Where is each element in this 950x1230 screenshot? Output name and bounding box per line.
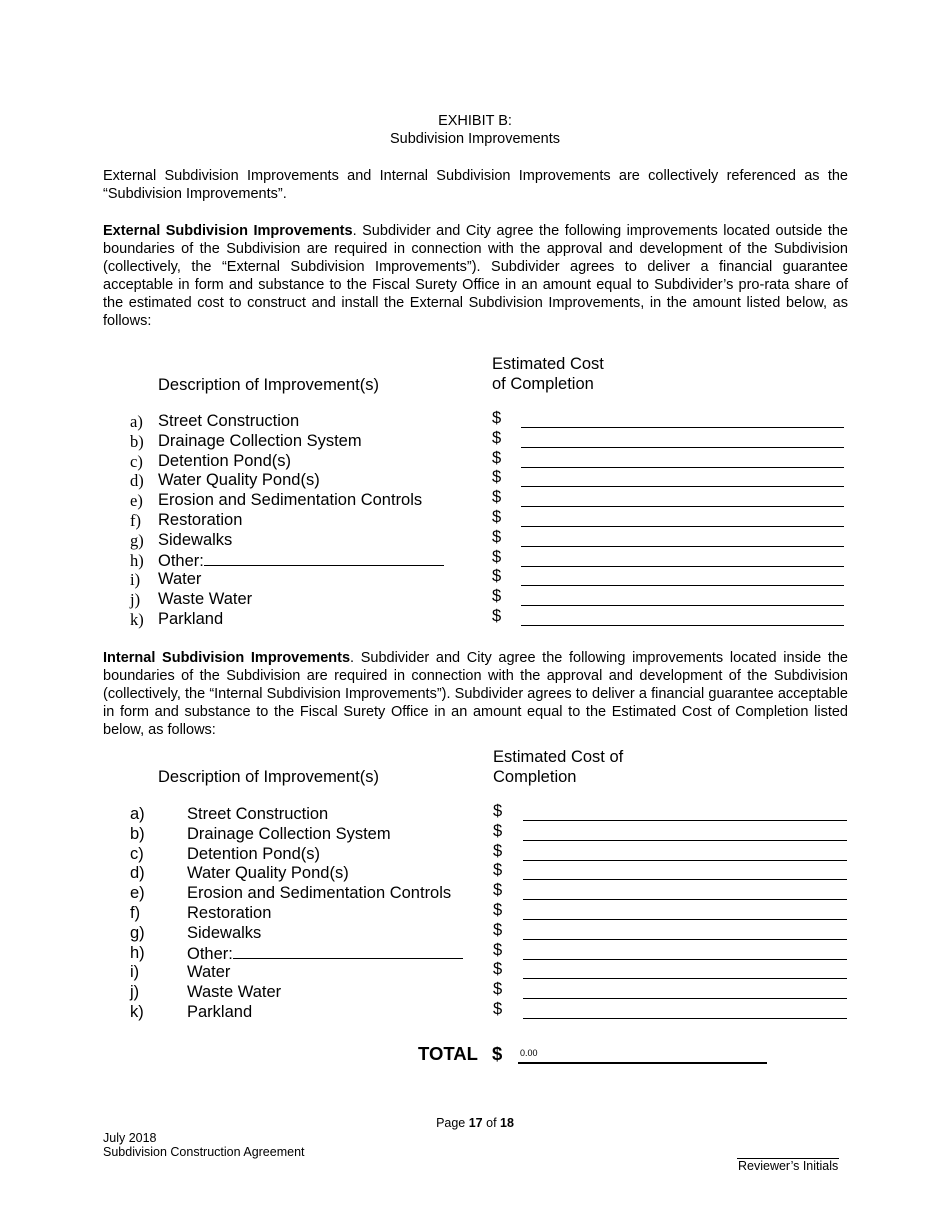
table-row [0,507,950,531]
page-prefix: Page [436,1116,469,1130]
item-letter: a) [130,412,143,431]
item-description [158,511,242,531]
table-row [0,409,950,432]
internal-table [0,802,950,1023]
other-fill-in-line[interactable] [233,944,463,959]
table-row [0,428,950,452]
reviewer-initials-label: Reviewer’s Initials [738,1159,839,1173]
item-letter: g) [130,923,145,942]
table-row [0,488,950,511]
dollar-sign: $ [493,881,503,900]
cost-entry-line[interactable] [523,1018,847,1019]
item-label: Other: [158,551,204,570]
item-label: Detention Pond(s) [187,844,320,863]
cost-entry-line[interactable] [521,566,844,567]
item-letter: i) [130,570,141,590]
item-label: Sidewalks [158,530,233,549]
cost-entry-line[interactable] [521,467,844,468]
dollar-sign: $ [492,468,502,487]
table-row [0,940,950,964]
table-row [0,468,950,491]
item-letter: d) [130,471,144,491]
table-row [0,448,950,472]
item-label: Water [187,963,231,982]
item-label: Drainage Collection System [187,824,391,843]
item-letter: a) [130,805,145,823]
item-label: Street Construction [187,805,329,823]
item-description [187,825,391,845]
item-description [187,944,463,965]
external-desc-header: Description of Improvement(s) [158,376,379,394]
dollar-sign: $ [493,999,503,1018]
item-letter: j) [130,983,140,1002]
item-label: Waste Water [158,590,253,609]
page-of: of [482,1116,501,1130]
cost-entry-line[interactable] [523,959,847,960]
table-row [0,821,950,845]
external-body: . Subdivider and City agree the following improvements located outside the boundaries of the Subdivision are required in connection with the approval and development of the Subdivision (collectively, the “External Subdivision Improvements”). Subdivider agrees to deliver a financial guarantee acceptable in form and substance to the Fiscal Surety Office in an amount equal to Subdivider’s pro-rata share of the estimated cost to construct and install the External Subdivision Improvements, in the amount listed below, as follows: [103,223,848,329]
item-label: Other: [187,944,233,963]
table-row [0,547,950,571]
item-letter: k) [130,609,144,629]
cost-entry-line[interactable] [521,526,844,527]
cost-entry-line[interactable] [521,605,844,606]
item-letter: b) [130,824,145,843]
item-letter: f) [130,510,141,530]
table-row [0,587,950,610]
footer-doc-name: Subdivision Construction Agreement [103,1145,305,1159]
item-description [158,531,232,551]
item-description [158,412,299,432]
internal-desc-header: Description of Improvement(s) [158,768,379,786]
item-label: Water [158,570,202,589]
cost-entry-line[interactable] [521,486,844,487]
cost-entry-line[interactable] [521,447,844,448]
item-letter: i) [130,963,140,982]
item-description [187,924,261,944]
table-row [0,881,950,904]
table-row [0,900,950,924]
cost-entry-line[interactable] [523,998,847,999]
item-letter: f) [130,903,141,922]
table-row [0,567,950,590]
item-label: Water Quality Pond(s) [158,471,320,490]
dollar-sign: $ [493,821,503,840]
dollar-sign: $ [493,802,503,820]
dollar-sign: $ [493,900,503,919]
dollar-sign: $ [492,409,502,427]
external-heading: External Subdivision Improvements [103,223,353,239]
item-description [158,432,362,452]
table-row [0,999,950,1023]
item-label: Sidewalks [187,923,262,942]
item-letter: h) [130,550,144,570]
item-description [158,452,291,472]
internal-heading: Internal Subdivision Improvements [103,650,351,666]
table-row [0,861,950,884]
dollar-sign: $ [493,980,503,999]
cost-entry-line[interactable] [523,919,847,920]
dollar-sign: $ [492,507,502,526]
dollar-sign: $ [492,606,502,625]
internal-cost-header-2: Completion [493,768,577,786]
external-cost-header-2: of Completion [492,375,594,393]
cost-entry-line[interactable] [523,899,847,900]
item-description [158,471,320,491]
item-letter: k) [130,1002,144,1021]
dollar-sign: $ [492,488,502,507]
item-letter: j) [130,590,141,610]
cost-entry-line[interactable] [521,546,844,547]
item-description [158,491,422,511]
item-label: Restoration [158,510,243,529]
cost-entry-line[interactable] [523,879,847,880]
total-underline [518,1062,767,1064]
item-letter: h) [130,943,145,962]
item-label: Waste Water [187,983,282,1002]
item-label: Restoration [187,903,272,922]
dollar-sign: $ [492,547,502,566]
total-dollar: $ [492,1043,503,1064]
item-description [187,1003,252,1023]
exhibit-subtitle: Subdivision Improvements [389,131,561,147]
item-letter: d) [130,864,145,883]
item-label: Parkland [187,1002,253,1021]
cost-entry-line[interactable] [523,840,847,841]
dollar-sign: $ [493,940,503,959]
item-letter: b) [130,431,144,451]
dollar-sign: $ [493,920,503,939]
internal-paragraph [103,649,848,739]
external-cost-header-1: Estimated Cost [492,355,604,373]
item-letter: g) [130,530,144,550]
item-letter: c) [130,451,143,471]
dollar-sign: $ [493,841,503,860]
cost-entry-line[interactable] [521,427,844,428]
item-description [187,864,349,884]
dollar-sign: $ [492,448,502,467]
total-label: TOTAL [418,1043,478,1064]
item-label: Street Construction [158,412,300,430]
item-label: Water Quality Pond(s) [187,864,349,883]
item-description [187,845,320,865]
table-row [0,606,950,630]
item-description [158,551,444,572]
item-description [187,983,281,1003]
other-fill-in-line[interactable] [204,551,444,566]
dollar-sign: $ [492,428,502,447]
cost-entry-line[interactable] [521,625,844,626]
dollar-sign: $ [493,960,503,979]
page-current: 17 [468,1116,483,1130]
cost-entry-line[interactable] [523,820,847,821]
cost-entry-line[interactable] [521,585,844,586]
item-description [158,590,252,610]
item-label: Drainage Collection System [158,431,362,450]
footer-date: July 2018 [103,1131,157,1145]
item-letter: e) [130,491,143,511]
item-description [187,904,271,924]
intro-paragraph: External Subdivision Improvements and Internal Subdivision Improvements are collectively referenced as the “Subdivision Improvements”. [103,168,848,202]
dollar-sign: $ [492,567,502,586]
item-letter: c) [130,844,144,863]
external-table [0,409,950,630]
table-row [0,841,950,865]
table-row [0,960,950,983]
exhibit-title: EXHIBIT B: [438,113,512,129]
internal-body: . Subdivider and City agree the following improvements located inside the boundaries of the Subdivision are required in connection with the approval and development of the Subdivision (collectively, the “Internal Subdivision Improvements”). Subdivider agrees to deliver a financial guarantee acceptable in form and substance to the Fiscal Surety Office in an amount equal to the Estimated Cost of Completion listed below, as follows: [103,650,848,738]
table-row [0,920,950,944]
table-row [0,802,950,825]
item-label: Erosion and Sedimentation Controls [187,884,452,903]
cost-entry-line[interactable] [523,978,847,979]
item-description [187,805,328,825]
cost-entry-line[interactable] [521,506,844,507]
dollar-sign: $ [493,861,503,880]
item-label: Detention Pond(s) [158,451,291,470]
item-description [187,884,451,904]
table-row [0,980,950,1003]
cost-entry-line[interactable] [523,860,847,861]
item-description [158,610,223,630]
cost-entry-line[interactable] [523,939,847,940]
internal-cost-header-1: Estimated Cost of [493,748,624,766]
dollar-sign: $ [492,587,502,606]
table-row [0,527,950,551]
external-paragraph [103,222,848,330]
item-label: Erosion and Sedimentation Controls [158,491,423,510]
item-label: Parkland [158,609,224,628]
page-total: 18 [500,1116,514,1130]
total-value: 0.00 [520,1048,538,1058]
item-description [187,963,230,983]
item-description [158,570,201,590]
item-letter: e) [130,884,145,903]
page-number [0,1116,950,1131]
dollar-sign: $ [492,527,502,546]
